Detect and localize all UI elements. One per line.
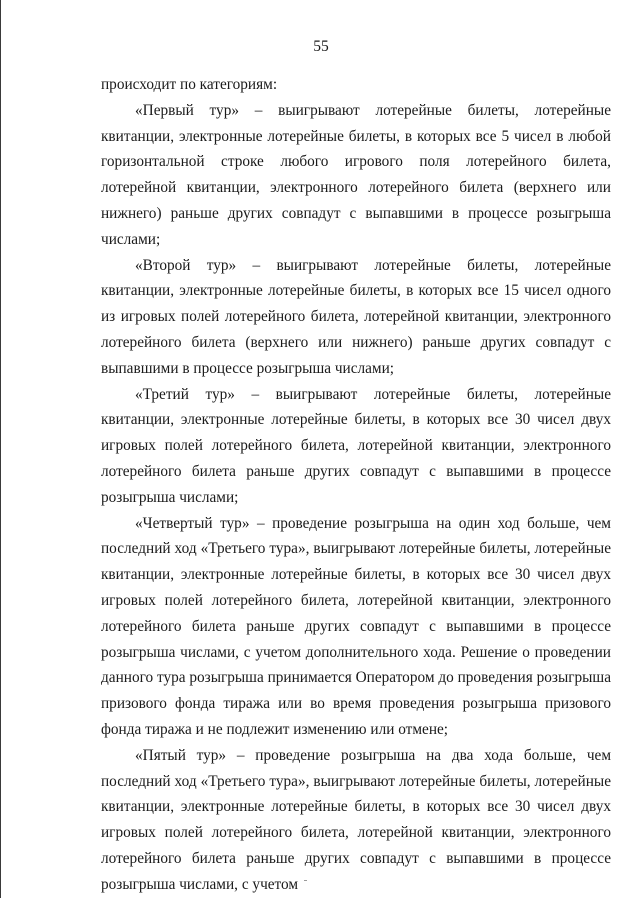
page-number: 55: [313, 38, 329, 55]
paragraph-fifth-round: «Пятый тур» – проведение розыгрыша на два хода больше, чем последний ход «Третьего тура», выигрывают лотерейные билеты, лотерейные квитанции, электронные лотерейные билеты, в которых все 30 чисел двух игровых полей лотерейного билета, лотерейной квитанции, электронного лотерейного билета раньше других совпадут с выпавшими в процессе розыгрыша числами, с учетом: [101, 746, 611, 893]
scan-artifact: [304, 880, 307, 881]
paragraph-intro: происходит по категориям:: [101, 76, 278, 93]
paragraph-second-round: «Второй тур» – выигрывают лотерейные билеты, лотерейные квитанции, электронные лотерейные билеты, в которых все 15 чисел одного из игровых полей лотерейного билета, лотерейной квитанции, электронного лотерейного билета (верхнего или нижнего) раньше других совпадут с выпавшими в процессе розыгрыша числами;: [101, 256, 611, 377]
document-body: [101, 72, 611, 898]
paragraph-first-round: «Первый тур» – выигрывают лотерейные билеты, лотерейные квитанции, электронные лотерейные билеты, в которых все 5 чисел в любой горизонтальной строке любого игрового поля лотерейного билета, лотерейной квитанции, электронного лотерейного билета (верхнего или нижнего) раньше других совпадут с выпавшими в процессе розыгрыша числами;: [101, 101, 611, 248]
paragraph-fourth-round: «Четвертый тур» – проведение розыгрыша на один ход больше, чем последний ход «Третьего тура», выигрывают лотерейные билеты, лотерейные квитанции, электронные лотерейные билеты, в которых все 30 чисел двух игровых полей лотерейного билета, лотерейной квитанции, электронного лотерейного билета раньше других совпадут с выпавшими в процессе розыгрыша числами, с учетом дополнительного хода. Решение о проведении данного тура розыгрыша принимается Оператором до проведения розыгрыша призового фонда тиража или во время проведения розыгрыша призового фонда тиража и не подлежит изменению или отмене;: [101, 514, 611, 738]
paragraph-third-round: «Третий тур» – выигрывают лотерейные билеты, лотерейные квитанции, электронные лотерейные билеты, в которых все 30 чисел двух игровых полей лотерейного билета, лотерейной квитанции, электронного лотерейного билета раньше других совпадут с выпавшими в процессе розыгрыша числами;: [101, 385, 611, 506]
